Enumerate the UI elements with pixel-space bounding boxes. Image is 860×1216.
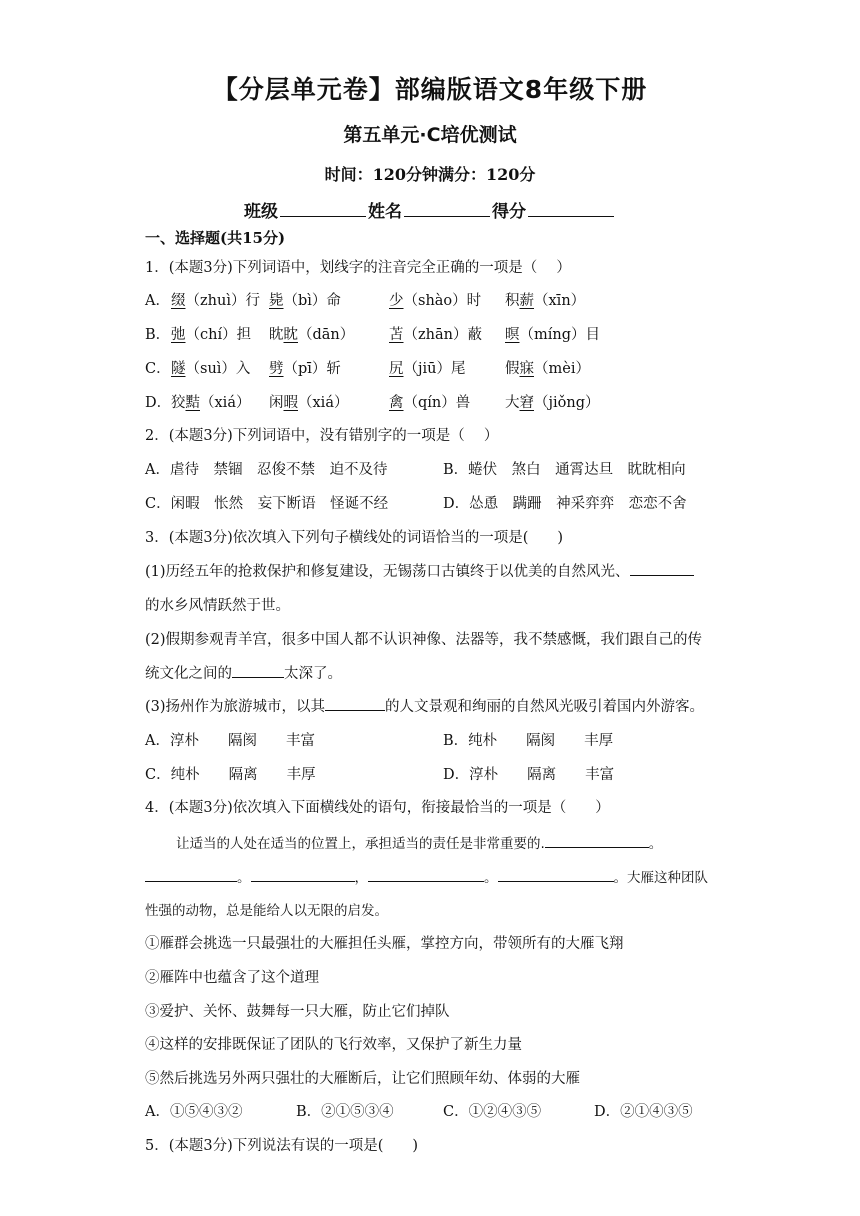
name-blank bbox=[404, 200, 490, 217]
answer-blank bbox=[630, 561, 694, 576]
underlined-char: 暇 bbox=[283, 395, 298, 411]
question-2-option-c: C．闲暇 怅然 妄下断语 怪诞不经 bbox=[145, 496, 389, 512]
page-subtitle: 第五单元·C培优测试 bbox=[343, 124, 517, 146]
passage-text: 。大雁这种团队 bbox=[613, 870, 708, 886]
option-label: C． bbox=[145, 361, 171, 377]
question-5-stem: 5．(本题3分)下列说法有误的一项是( ) bbox=[145, 1138, 419, 1154]
question-3-sentence-2-cont bbox=[145, 662, 342, 683]
sentence-2-text-post: 太深了。 bbox=[284, 666, 342, 682]
pinyin-word: 闲暇（xiá） bbox=[269, 395, 349, 411]
sentence-3-text-pre: (3)扬州作为旅游城市，以其 bbox=[145, 699, 326, 715]
answer-blank bbox=[498, 867, 614, 882]
question-4-option-c: C．①②④③⑤ bbox=[443, 1104, 542, 1120]
question-2-option-d: D．怂恿 蹒跚 神采弈弈 恋恋不舍 bbox=[443, 496, 687, 512]
underlined-char: 苫 bbox=[389, 327, 404, 343]
answer-blank bbox=[368, 867, 484, 882]
underlined-char: 眈 bbox=[283, 327, 298, 343]
underlined-char: 弛 bbox=[171, 327, 186, 343]
question-4-stem: 4．(本题3分)依次填入下面横线处的语句，衔接最恰当的一项是（ ） bbox=[145, 800, 610, 816]
question-4-passage-line-3: 性强的动物，总是能给人以无限的启发。 bbox=[145, 903, 388, 919]
name-label: 姓名 bbox=[368, 202, 402, 222]
question-3-sentence-2: (2)假期参观青羊宫，很多中国人都不认识神像、法器等，我不禁感慨，我们跟自己的传 bbox=[145, 632, 703, 648]
question-2-option-a: A．虐待 禁锢 忍俊不禁 迫不及待 bbox=[145, 462, 388, 478]
score-label: 得分 bbox=[492, 202, 526, 222]
pinyin-word: 缀（zhuì）行 bbox=[171, 293, 260, 309]
question-4-item-1: ①雁群会挑选一只最强壮的大雁担任头雁，掌控方向，带领所有的大雁飞翔 bbox=[145, 936, 624, 952]
pinyin-word: 积薪（xīn） bbox=[505, 293, 586, 309]
pinyin-word: 劈（pī）斩 bbox=[269, 361, 341, 377]
underlined-char: 毙 bbox=[269, 293, 284, 309]
question-4-passage-line-2: 。 ， 。 。大雁这种团队 bbox=[145, 866, 708, 886]
class-label: 班级 bbox=[244, 202, 278, 222]
answer-blank bbox=[251, 867, 355, 882]
option-label: D． bbox=[145, 395, 172, 411]
option-label: A． bbox=[145, 293, 170, 309]
question-3-sentence-1 bbox=[145, 560, 694, 581]
pinyin-word: 毙（bì）命 bbox=[269, 293, 341, 309]
underlined-char: 黠 bbox=[185, 395, 200, 411]
question-4-option-b: B．②①⑤③④ bbox=[296, 1104, 394, 1120]
underlined-char: 薪 bbox=[519, 293, 534, 309]
underlined-char: 暝 bbox=[505, 327, 520, 343]
passage-text: 让适当的人处在适当的位置上，承担适当的责任是非常重要的. bbox=[176, 836, 545, 852]
question-3-stem: 3．(本题3分)依次填入下列句子横线处的词语恰当的一项是( ) bbox=[145, 530, 564, 546]
pinyin-word: 少（shào）时 bbox=[389, 293, 482, 309]
underlined-char: 少 bbox=[389, 293, 404, 309]
question-4-item-5: ⑤然后挑选另外两只强壮的大雁断后，让它们照顾年幼、体弱的大雁 bbox=[145, 1071, 580, 1087]
question-2-option-b: B．蜷伏 煞白 通霄达旦 眈眈相向 bbox=[443, 462, 686, 478]
pinyin-word: 眈眈（dān） bbox=[269, 327, 355, 343]
question-1-stem: 1．(本题3分)下列词语中，划线字的注音完全正确的一项是（ ） bbox=[145, 260, 571, 276]
sentence-3-text-post: 的人文景观和绚丽的自然风光吸引着国内外游客。 bbox=[385, 699, 705, 715]
question-3-sentence-3 bbox=[145, 695, 704, 716]
pinyin-word: 禽（qín）兽 bbox=[389, 395, 471, 411]
sentence-1-text: (1)历经五年的抢救保护和修复建设，无锡荡口古镇终于以优美的自然风光、 bbox=[145, 564, 630, 580]
pinyin-word: 尻（jiū）尾 bbox=[389, 361, 466, 377]
question-4-item-4: ④这样的安排既保证了团队的飞行效率，又保护了新生力量 bbox=[145, 1037, 522, 1053]
underlined-char: 寐 bbox=[519, 361, 534, 377]
pinyin-word: 苫（zhān）蔽 bbox=[389, 327, 482, 343]
underlined-char: 尻 bbox=[389, 361, 404, 377]
underlined-char: 禽 bbox=[389, 395, 404, 411]
pinyin-word: 暝（míng）目 bbox=[505, 327, 601, 343]
student-info-line bbox=[0, 197, 860, 222]
underlined-char: 劈 bbox=[269, 361, 284, 377]
question-4-item-2: ②雁阵中也蕴含了这个道理 bbox=[145, 970, 319, 986]
pinyin-word: 假寐（mèi） bbox=[505, 361, 590, 377]
answer-blank bbox=[545, 833, 649, 848]
answer-blank bbox=[232, 663, 284, 678]
class-blank bbox=[280, 200, 366, 217]
answer-blank bbox=[145, 867, 237, 882]
question-4-option-d: D．②①④③⑤ bbox=[594, 1104, 693, 1120]
question-3-sentence-1-cont: 的水乡风情跃然于世。 bbox=[145, 598, 290, 614]
question-2-stem: 2．(本题3分)下列词语中，没有错别字的一项是（ ） bbox=[145, 428, 499, 444]
question-4-option-a: A．①⑤④③② bbox=[145, 1104, 243, 1120]
score-blank bbox=[528, 200, 614, 217]
sentence-2-text-pre: 统文化之间的 bbox=[145, 666, 232, 682]
option-label: B． bbox=[145, 327, 171, 343]
pinyin-word: 大窘（jiǒng） bbox=[505, 395, 600, 411]
question-3-option-c: C．纯朴 隔离 丰厚 bbox=[145, 767, 316, 783]
question-4-passage-line-1: 让适当的人处在适当的位置上，承担适当的责任是非常重要的. 。 bbox=[176, 832, 662, 852]
question-4-item-3: ③爱护、关怀、鼓舞每一只大雁，防止它们掉队 bbox=[145, 1004, 450, 1020]
question-3-option-b: B．纯朴 隔阂 丰厚 bbox=[443, 733, 614, 749]
answer-blank bbox=[325, 696, 385, 711]
section-heading: 一、选择题(共15分) bbox=[145, 229, 286, 247]
time-info: 时间：120分钟满分：120分 bbox=[324, 165, 536, 184]
question-3-option-a: A．淳朴 隔阂 丰富 bbox=[145, 733, 315, 749]
question-3-option-d: D．淳朴 隔离 丰富 bbox=[443, 767, 615, 783]
underlined-char: 隧 bbox=[171, 361, 186, 377]
pinyin-word: 隧（suì）入 bbox=[171, 361, 251, 377]
underlined-char: 缀 bbox=[171, 293, 186, 309]
underlined-char: 窘 bbox=[519, 395, 534, 411]
pinyin-word: 弛（chí）担 bbox=[171, 327, 252, 343]
page-title: 【分层单元卷】部编版语文8年级下册 bbox=[212, 75, 648, 104]
pinyin-word: 狡黠（xiá） bbox=[171, 395, 251, 411]
